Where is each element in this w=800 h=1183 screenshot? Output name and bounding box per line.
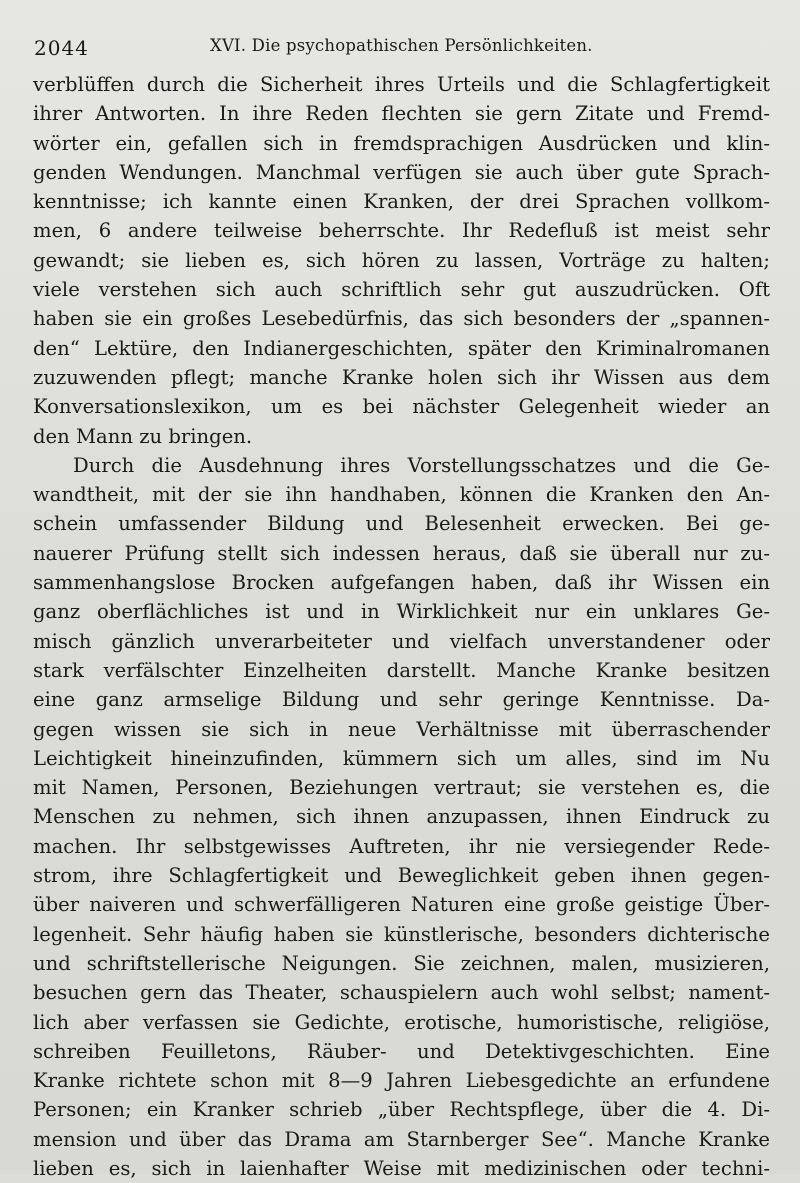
text-line: mension und über das Drama am Starnberger See“. Manche Kranke <box>33 1127 770 1151</box>
text-line: den Mann zu bringen. <box>33 424 253 448</box>
text-line: legenheit. Sehr häufig haben sie künstlerische, besonders dichterische <box>33 922 770 946</box>
text-line: lieben es, sich in laienhafter Weise mit medizinischen oder techni- <box>33 1156 770 1180</box>
text-line: genden Wendungen. Manchmal verfügen sie auch über gute Sprach- <box>33 160 770 184</box>
text-line: haben sie ein großes Lesebedürfnis, das sich besonders der „spannen- <box>33 307 770 331</box>
text-line: lich aber verfassen sie Gedichte, erotische, humoristische, religiöse, <box>33 1010 770 1034</box>
text-line: Leichtigkeit hineinzufinden, kümmern sich um alles, sind im Nu <box>33 746 770 770</box>
text-line: Kranke richtete schon mit 8—9 Jahren Liebesgedichte an erfundene <box>33 1069 770 1093</box>
text-line: viele verstehen sich auch schriftlich sehr gut auszudrücken. Oft <box>33 278 770 302</box>
text-line: über naiveren und schwerfälligeren Naturen eine große geistige Über- <box>33 893 770 917</box>
text-line: schein umfassender Bildung und Belesenheit erwecken. Bei ge- <box>33 512 770 536</box>
paragraph <box>33 70 770 451</box>
text-line: und schriftstellerische Neigungen. Sie zeichnen, malen, musizieren, <box>33 951 770 975</box>
text-line: kenntnisse; ich kannte einen Kranken, der drei Sprachen vollkom- <box>33 190 770 214</box>
text-line: wandtheit, mit der sie ihn handhaben, können die Kranken den An- <box>33 483 770 507</box>
paragraph <box>33 451 770 1183</box>
text-line: nauerer Prüfung stellt sich indessen heraus, daß sie überall nur zu- <box>33 541 770 565</box>
text-line: Menschen zu nehmen, sich ihnen anzupassen, ihnen Eindruck zu <box>33 805 770 829</box>
text-line: misch gänzlich unverarbeiteter und vielfach unverstandener oder <box>33 629 770 653</box>
text-line: verblüffen durch die Sicherheit ihres Urteils und die Schlagfertigkeit <box>33 73 770 96</box>
text-line: den“ Lektüre, den Indianergeschichten, später den Kriminalromanen <box>33 336 770 360</box>
text-line: besuchen gern das Theater, schauspielern auch wohl selbst; nament- <box>33 981 770 1005</box>
text-line: stark verfälschter Einzelheiten darstellt. Manche Kranke besitzen <box>33 658 770 682</box>
text-line: men, 6 andere teilweise beherrschte. Ihr Redefluß ist meist sehr <box>33 219 770 243</box>
text-line: ihrer Antworten. In ihre Reden flechten sie gern Zitate und Fremd- <box>33 102 770 126</box>
running-head <box>34 32 766 62</box>
text-line: ganz oberflächliches ist und in Wirklichkeit nur ein unklares Ge- <box>33 600 770 624</box>
text-line: machen. Ihr selbstgewisses Auftreten, ihr nie versiegender Rede- <box>33 834 770 858</box>
text-line: Personen; ein Kranker schrieb „über Rechtspflege, über die 4. Di- <box>33 1098 770 1122</box>
text-line: Konversationslexikon, um es bei nächster Gelegenheit wieder an <box>33 395 770 419</box>
text-line: gewandt; sie lieben es, sich hören zu lassen, Vorträge zu halten; <box>33 248 770 272</box>
text-line: strom, ihre Schlagfertigkeit und Beweglichkeit geben ihnen gegen- <box>33 864 770 888</box>
text-line: Durch die Ausdehnung ihres Vorstellungsschatzes und die Ge- <box>73 453 770 477</box>
text-line: gegen wissen sie sich in neue Verhältnisse mit überraschender <box>33 717 770 741</box>
text-line: zuzuwenden pflegt; manche Kranke holen sich ihr Wissen aus dem <box>33 365 770 389</box>
text-line: mit Namen, Personen, Beziehungen vertraut; sie verstehen es, die <box>33 776 770 800</box>
running-head-title: XVI. Die psychopathischen Persönlichkeiten. <box>210 36 593 55</box>
text-line: wörter ein, gefallen sich in fremdsprachigen Ausdrücken und klin- <box>33 131 770 155</box>
text-line: sammenhangslose Brocken aufgefangen haben, daß ihr Wissen ein <box>33 571 770 595</box>
body-text <box>33 70 770 1183</box>
text-line: schreiben Feuilletons, Räuber- und Detektivgeschichten. Eine <box>33 1039 770 1063</box>
page-number: 2044 <box>34 36 89 60</box>
text-line: eine ganz armselige Bildung und sehr geringe Kenntnisse. Da- <box>33 688 770 712</box>
